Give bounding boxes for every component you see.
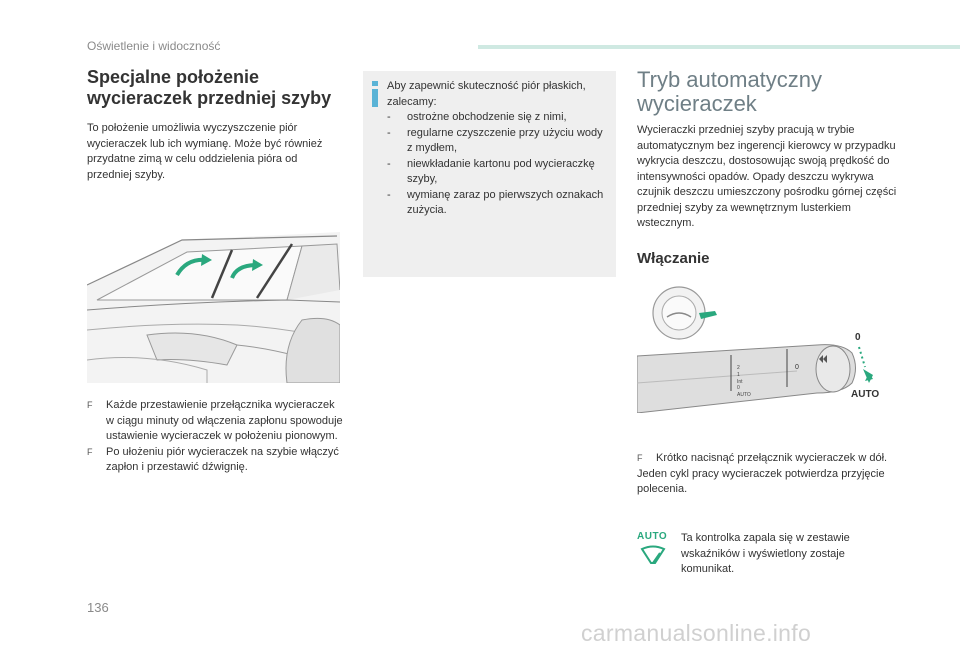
page-number: 136 [87, 600, 109, 615]
dash-marker: - [387, 157, 391, 170]
activation-subheading: Włączanie [637, 250, 710, 267]
dash-marker: - [387, 188, 391, 201]
bullet-marker: F [87, 446, 93, 457]
header-accent-bar [478, 45, 960, 49]
confirmation-note: Jeden cykl pracy wycieraczek potwierdza przyjęcie polecenia. [637, 467, 885, 495]
watermark: carmanualsonline.info [581, 620, 812, 646]
section-title: Oświetlenie i widoczność [87, 39, 221, 53]
left-intro-paragraph: To położenie umożliwia wyczyszczenie piór wycieraczek lub ich wymianę. Może być również przydatne zimą w celu oddzielenia pióra od przedniej szyby. [87, 122, 323, 181]
left-bullet-item [87, 398, 345, 445]
info-list-text: ostrożne obchodzenie się z nimi, [407, 111, 567, 123]
info-list-item [387, 126, 609, 157]
stalk-position-label: 2 [737, 365, 740, 371]
dash-marker: - [387, 126, 391, 139]
bullet-text: Każde przestawienie przełącznika wycieraczek w ciągu minuty od włączenia zapłonu spowoduje ustawienie wycieraczek w położeniu pionowym. [106, 399, 343, 442]
wiper-stalk-illustration [637, 283, 887, 413]
info-list-text: regularne czyszczenie przy użyciu wody z mydłem, [407, 126, 603, 154]
left-heading: Specjalne położenie wycieraczek przedniej szyby [87, 67, 332, 108]
info-icon [372, 81, 378, 107]
info-box [363, 71, 616, 277]
info-box-content [387, 79, 609, 219]
bullet-marker: F [637, 453, 643, 463]
stalk-position-label: 1 [737, 372, 740, 378]
auto-indicator-label: AUTO [637, 531, 668, 542]
bullet-text: Po ułożeniu piór wycieraczek na szybie włączyć zapłon i przestawić dźwignię. [106, 445, 339, 473]
info-list-text: wymianę zaraz po pierwszych oznakach zużycia. [407, 188, 604, 216]
right-intro-paragraph: Wycieraczki przedniej szyby pracują w trybie automatycznym bez ingerencji kierowcy w przypadku wykrycia deszczu, dostosowując swoją prędkość do intensywności opadów. Opady deszczu wykrywa czujnik deszczu umieszczony pośrodku górnej części przedniej szyby za wewnętrznym lusterkiem wstecznym. [637, 124, 897, 229]
stalk-label-bottom: AUTO [851, 389, 880, 400]
auto-wiper-warning-icon [640, 545, 666, 567]
stalk-position-label: Int [737, 379, 743, 385]
windshield-wiper-illustration [87, 230, 340, 383]
auto-indicator-row [637, 531, 897, 581]
stalk-label-top: 0 [855, 332, 861, 343]
right-bullet-list [637, 451, 897, 498]
auto-indicator-description: Ta kontrolka zapala się w zestawie wskaźników i wyświetlony zostaje komunikat. [681, 532, 850, 575]
left-bullet-item [87, 445, 345, 476]
right-heading: Tryb automatyczny wycieraczek [637, 67, 823, 116]
info-list-item [387, 110, 609, 126]
info-box-intro: Aby zapewnić skuteczność piór płaskich, zalecamy: [387, 80, 586, 108]
svg-text:0: 0 [795, 364, 799, 371]
dash-marker: - [387, 111, 391, 123]
right-bullet-item [637, 451, 897, 467]
info-list-item [387, 188, 609, 219]
left-bullet-list [87, 398, 345, 476]
bullet-marker: F [87, 400, 93, 410]
stalk-position-label: 0 [737, 385, 740, 391]
bullet-text: Krótko nacisnąć przełącznik wycieraczek w dół. [656, 452, 888, 464]
stalk-position-label: AUTO [737, 392, 751, 398]
info-list-item [387, 157, 609, 188]
info-list-text: niewkładanie kartonu pod wycieraczkę szyby, [407, 157, 595, 185]
